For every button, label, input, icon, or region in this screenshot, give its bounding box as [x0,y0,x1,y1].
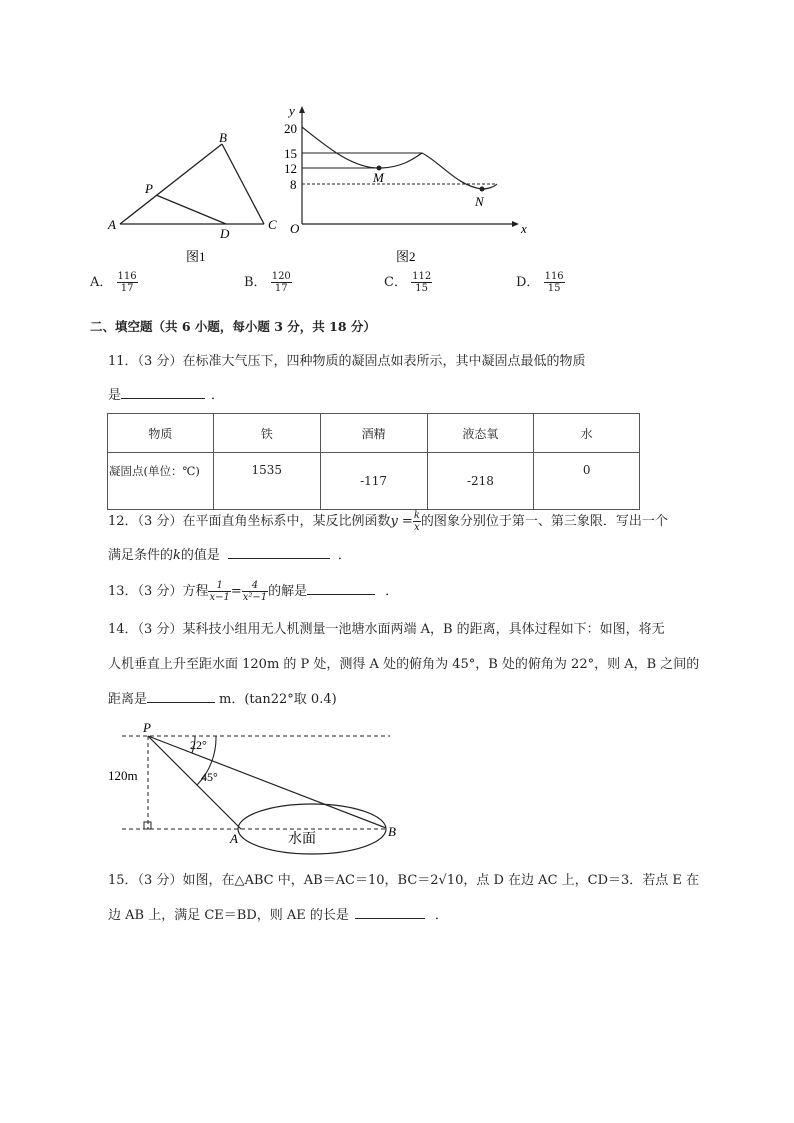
axis-x-label: x [521,221,527,236]
label-b: B [219,130,227,145]
q12-answer-blank[interactable] [228,558,330,559]
option-c-den: 15 [415,283,428,294]
table-cell: -218 [427,453,534,510]
option-b-fraction [271,271,292,294]
y-axis-arrow [299,106,305,113]
label-a: A [108,217,116,232]
caption-fig2: 图2 [396,249,416,264]
point-m-label: M [373,170,384,185]
q11-table [107,413,640,510]
label-c: C [268,217,277,232]
option-a-letter: A． [90,275,113,290]
q13-end: ． [385,584,399,599]
q11-line2-prefix: 是 [108,388,122,403]
label-p: P [145,181,153,196]
tick-20: 20 [284,121,297,136]
curve [302,127,497,189]
q15-line2-prefix: 边 AB 上，满足 CE＝BD，则 AE 的长是 [108,908,349,923]
option-b [244,271,292,294]
axis-y-label: y [289,103,295,118]
side-ab [120,144,222,224]
q12-func-y: y = [390,514,413,529]
q13-equals: = [230,584,242,599]
side-bc [222,144,264,224]
option-b-letter: B． [244,275,267,290]
option-c-num: 112 [412,271,432,282]
q13-fraction-2 [242,580,268,603]
table-cell: 凝固点(单位：℃) [108,453,214,510]
section-2-title: 二、填空题（共 6 小题，每小题 3 分，共 18 分） [90,319,376,334]
q15-line2 [108,909,448,922]
caption-fig1: 图1 [186,249,206,264]
tick-15: 15 [284,146,297,161]
q13-line [108,580,398,603]
segment-pd [156,195,226,224]
option-d [516,271,565,294]
line-pb [148,736,386,828]
q13-f2-num: 4 [242,580,268,592]
option-d-letter: D． [516,275,540,290]
q12-line2 [108,549,351,562]
q13-fraction-1 [208,580,230,603]
q14-line3-prefix: 距离是 [108,692,148,707]
table-row-header [108,414,640,453]
q13-f2-den: x²−1 [242,592,268,603]
q12-var-k: k [173,548,181,563]
tick-8: 8 [290,177,297,192]
point-n-dot [480,187,485,192]
point-n-label: N [475,194,484,209]
q12-func-fraction [413,510,421,533]
option-b-den: 17 [274,283,288,294]
q15-answer-blank[interactable] [355,918,425,919]
option-a-den: 17 [120,283,134,294]
q13-prefix: 13．（3 分）方程 [108,584,209,599]
x-axis-arrow [512,221,519,227]
q12-line2-suffix: ． [337,548,351,563]
q13-f1-den: x−1 [209,592,230,603]
label-angle-45: 45° [201,770,218,784]
tick-12: 12 [284,161,297,176]
option-a-fraction [117,271,138,294]
figure-1-triangle [100,128,290,268]
q15-line1: 15．（3 分）如图，在△ABC 中，AB＝AC＝10，BC＝2√10，点 D 在边 AC 上，CD＝3．若点 E 在 [108,873,700,888]
option-d-num: 116 [544,271,564,282]
table-cell: -117 [320,453,427,510]
label-d: D [220,226,230,241]
q12-line1 [108,510,668,533]
q15-line2-suffix: ． [434,908,448,923]
origin-label: O [290,221,300,236]
q12-line1-prefix: 12．（3 分）在平面直角坐标系中，某反比例函数 [108,514,391,529]
table-cell: 水 [534,414,640,453]
q12-line1-suffix: 的图象分别位于第一、第三象限．写出一个 [420,514,668,529]
table-cell: 酒精 [320,414,427,453]
q14-answer-blank[interactable] [147,702,215,703]
q12-line2-middle: 的值是 [180,548,220,563]
q12-line2-prefix: 满足条件的 [108,548,174,563]
table-cell: 1535 [213,453,320,510]
figure-2-graph [282,100,532,268]
q13-answer-blank[interactable] [307,594,375,595]
option-a [90,271,138,294]
option-b-num: 120 [271,271,291,282]
q12-func-num: k [413,510,420,521]
option-d-den: 15 [547,283,561,294]
table-cell: 0 [534,453,640,510]
q13-suffix: 的解是 [268,584,308,599]
label-p: P [143,720,151,735]
label-water: 水面 [288,832,316,847]
table-cell: 液态氧 [427,414,534,453]
label-angle-22: 22° [190,738,207,752]
table-cell: 物质 [108,414,214,453]
option-c-letter: C． [384,275,407,290]
option-c-fraction [411,271,432,294]
q11-answer-blank[interactable] [121,398,205,399]
q14-figure [100,716,420,856]
q13-f1-num: 1 [208,580,230,592]
q14-line2: 人机垂直上升至距水面 120m 的 P 处，测得 A 处的俯角为 45°，B 处的俯角为 22°，则 A，B 之间的 [108,657,700,672]
label-b: B [388,824,396,839]
label-height: 120m [108,768,138,783]
q11-line2-suffix: ． [211,388,225,403]
option-a-num: 116 [117,271,137,282]
option-c [384,271,432,294]
q14-line1: 14．（3 分）某科技小组用无人机测量一池塘水面两端 A，B 的距离，具体过程如下：如图，将无 [108,622,665,637]
option-d-fraction [544,271,565,294]
table-row-values [108,453,640,510]
q12-func-den: x [414,522,420,533]
q14-line3 [108,693,337,706]
q11-line1: 11．（3 分）在标准大气压下，四种物质的凝固点如表所示，其中凝固点最低的物质 [108,354,586,369]
label-a: A [230,831,238,846]
q11-line2 [108,389,224,402]
q14-line3-suffix: m．(tan22°取 0.4) [219,692,337,707]
table-cell: 铁 [213,414,320,453]
